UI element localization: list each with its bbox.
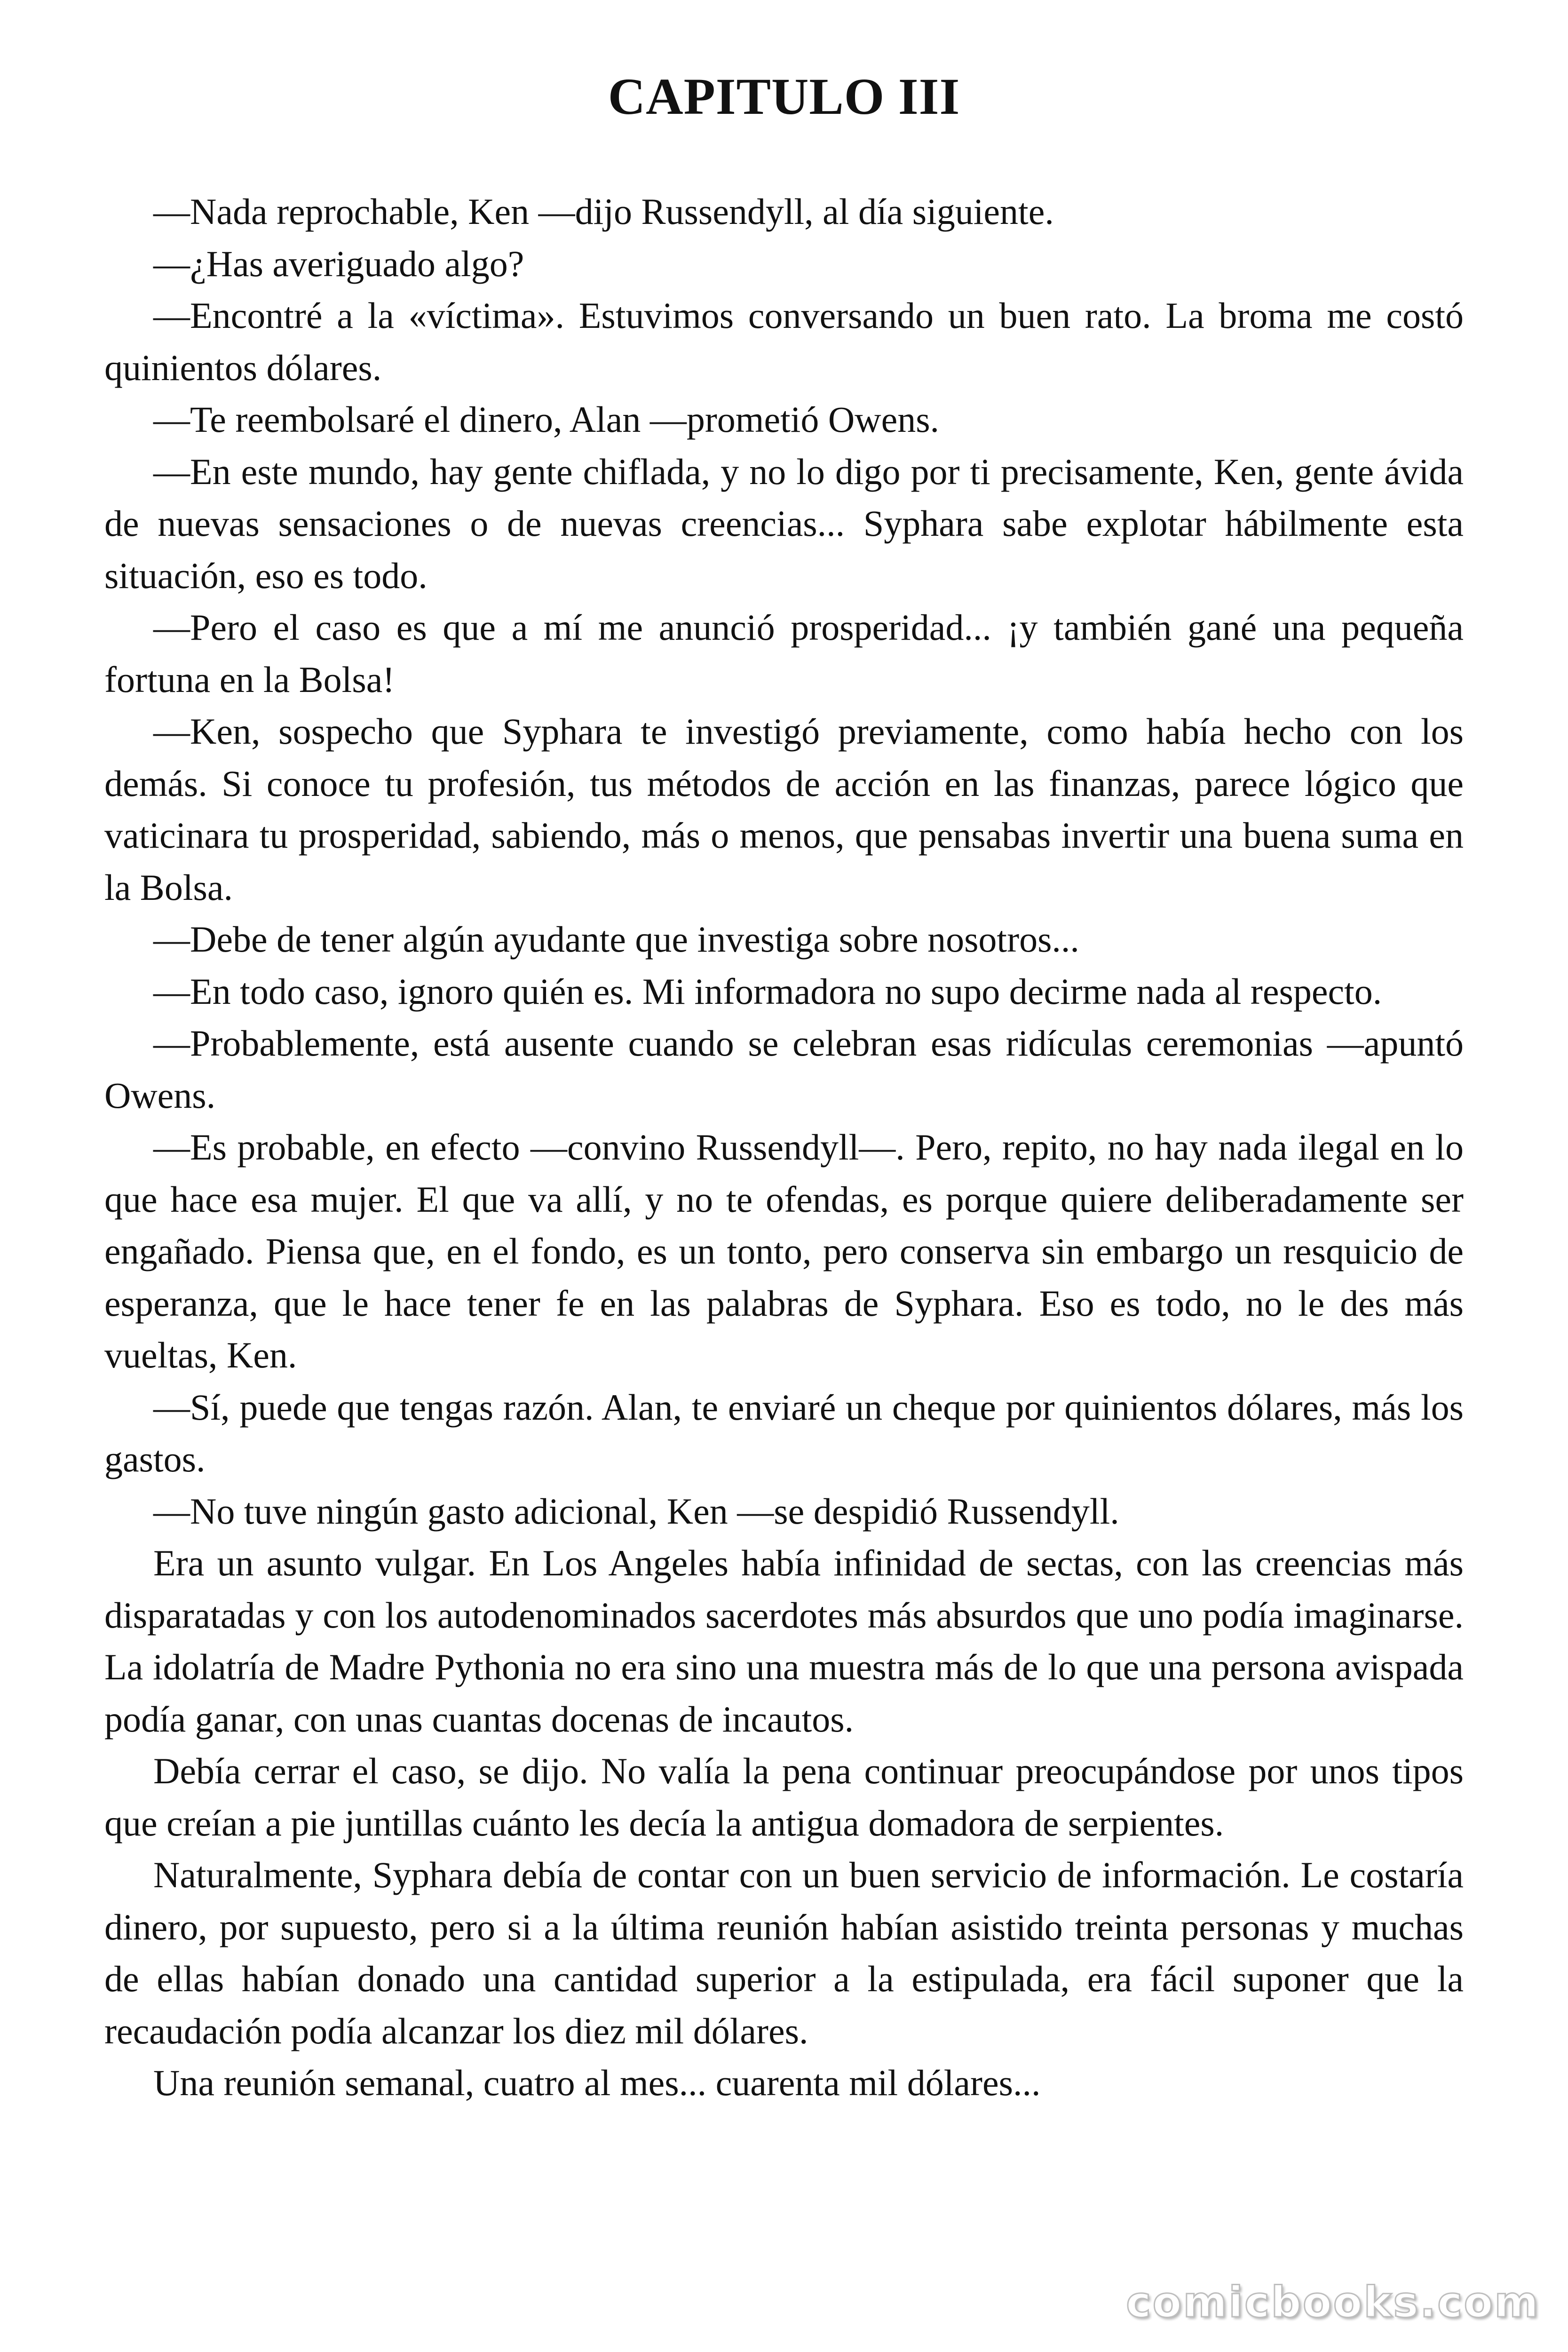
paragraph: —Ken, sospecho que Syphara te investigó previamente, como había hecho con los demás. Si conoce tu profesión, tus métodos de acción en las finanzas, parece lógico que vaticinara tu prosperidad, sabiendo, más o menos, que pensabas invertir una buena suma en la Bolsa. xyxy=(104,711,1464,908)
paragraph: Naturalmente, Syphara debía de contar con un buen servicio de información. Le costaría dinero, por supuesto, pero si a la última reunión habían asistido treinta personas y muchas de ellas habían donado una cantidad superior a la estipulada, era fácil suponer que la recaudación podía alcanzar los diez mil dólares. xyxy=(104,1854,1464,2051)
paragraph: —Te reembolsaré el dinero, Alan —prometió Owens. xyxy=(153,399,940,440)
chapter-title: CAPITULO III xyxy=(608,68,960,125)
paragraph: —En este mundo, hay gente chiflada, y no lo digo por ti precisamente, Ken, gente ávida de nuevas sensaciones o de nuevas creencias... Syphara sabe explotar hábilmente esta situación, eso es todo. xyxy=(104,451,1464,596)
paragraph: —¿Has averiguado algo? xyxy=(153,243,524,284)
paragraph: Debía cerrar el caso, se dijo. No valía la pena continuar preocupándose por unos tipos que creían a pie juntillas cuánto les decía la antigua domadora de serpientes. xyxy=(104,1750,1464,1843)
chapter-body xyxy=(104,186,1464,2109)
paragraph: —Pero el caso es que a mí me anunció prosperidad... ¡y también gané una pequeña fortuna en la Bolsa! xyxy=(104,607,1464,700)
paragraph: Era un asunto vulgar. En Los Angeles había infinidad de sectas, con las creencias más disparatadas y con los autodenominados sacerdotes más absurdos que uno podía imaginarse. La idolatría de Madre Pythonia no era sino una muestra más de lo que una persona avispada podía ganar, con unas cuantas docenas de incautos. xyxy=(104,1542,1464,1740)
paragraph: —Probablemente, está ausente cuando se celebran esas ridículas ceremonias —apuntó Owens. xyxy=(104,1023,1464,1116)
paragraph: —Encontré a la «víctima». Estuvimos conversando un buen rato. La broma me costó quinientos dólares. xyxy=(104,295,1464,388)
paragraph: —Nada reprochable, Ken —dijo Russendyll, al día siguiente. xyxy=(153,191,1054,232)
paragraph: —No tuve ningún gasto adicional, Ken —se despidió Russendyll. xyxy=(153,1490,1119,1532)
paragraph: —Sí, puede que tengas razón. Alan, te enviaré un cheque por quinientos dólares, más los gastos. xyxy=(104,1386,1464,1479)
paragraph: —En todo caso, ignoro quién es. Mi informadora no supo decirme nada al respecto. xyxy=(153,970,1382,1012)
paragraph: —Debe de tener algún ayudante que investiga sobre nosotros... xyxy=(153,919,1079,960)
paragraph: —Es probable, en efecto —convino Russendyll—. Pero, repito, no hay nada ilegal en lo que hace esa mujer. El que va allí, y no te ofendas, es porque quiere deliberadamente ser engañado. Piensa que, en el fondo, es un tonto, pero conserva sin embargo un resquicio de esperanza, que le hace tener fe en las palabras de Syphara. Eso es todo, no le des más vueltas, Ken. xyxy=(104,1127,1464,1375)
watermark: comicbooks.com xyxy=(1126,2278,1540,2327)
paragraph: Una reunión semanal, cuatro al mes... cuarenta mil dólares... xyxy=(153,2062,1041,2103)
